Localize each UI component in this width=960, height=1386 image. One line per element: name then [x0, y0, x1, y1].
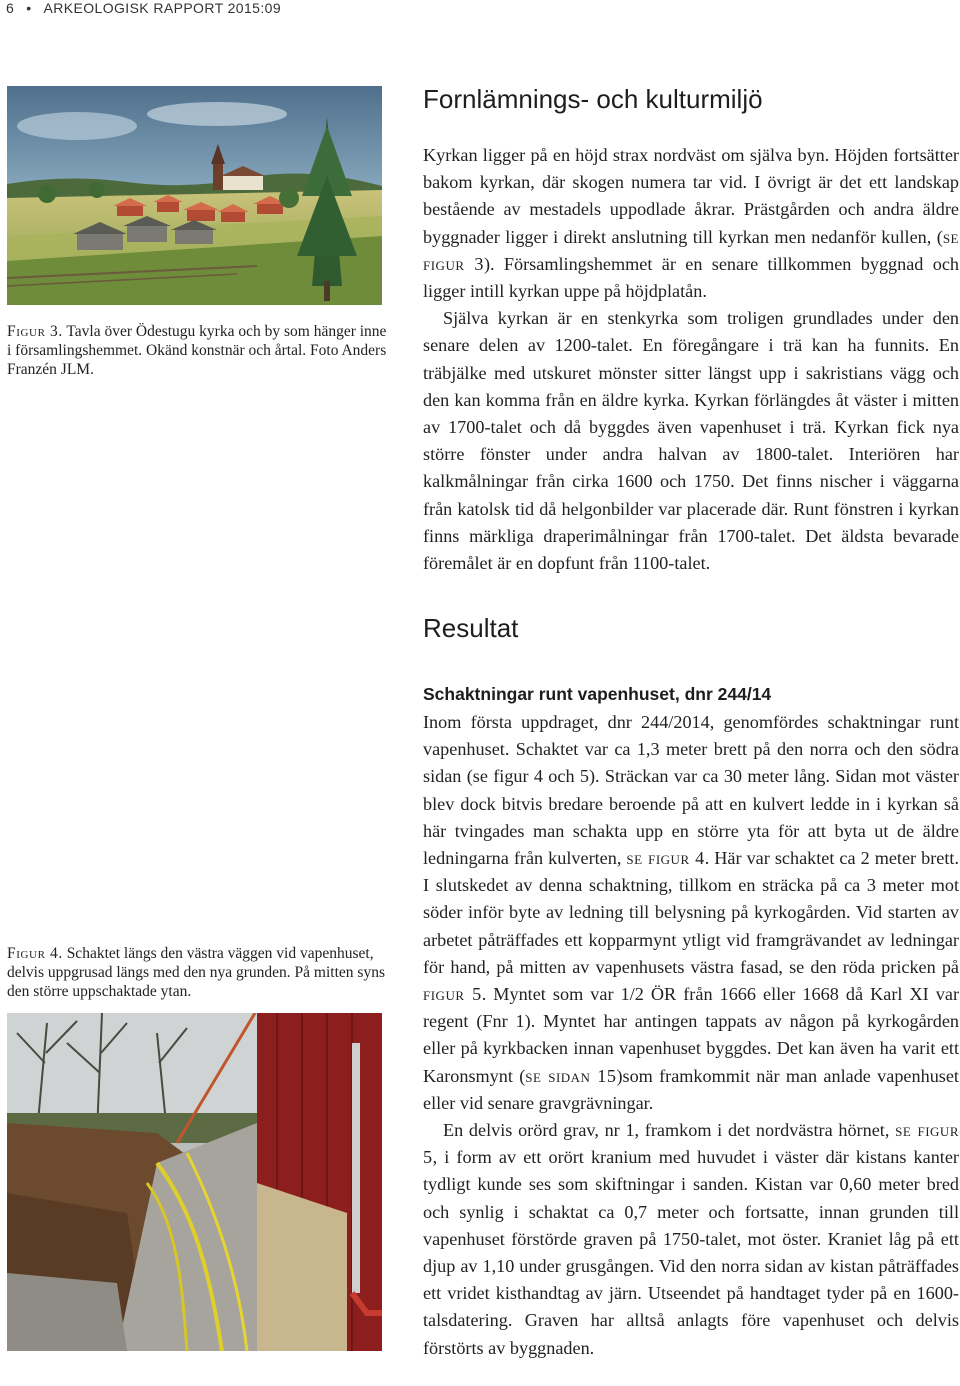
- figure-4-text: Schaktet längs den västra väggen vid vapenhuset, delvis uppgrusad längs med den nya grunden. På mitten syns den större uppschaktade ytan.: [7, 945, 385, 1000]
- text-run: , i form av ett orört kranium med huvudet i väster där kistans kanter tydligt kunde ses som skiftningar i sanden. Kistan var 0,60 meter bred och synlig i schaktat ca 0,7 meter och fortsatte, innan grunden till vapenhuset förstörde graven på 1750-talet, mot öster. Kraniet låg på ett djup av 1,10 under grusgången. Vid den norra sidan av kistan påträffades ett vridet kisthandtag av järn. Utseendet på handtaget tyder på en 1600-talsdatering. Graven har alltså anlagts före vapenhuset och delvis förstörts av byggnaden.: [423, 1147, 959, 1358]
- header-bullet: •: [26, 0, 32, 16]
- running-header: [6, 0, 281, 16]
- section2-body: [423, 709, 959, 1362]
- figure-3-caption: [7, 322, 387, 379]
- text-run: Inom första uppdraget, dnr 244/2014, genomfördes schaktningar runt vapenhuset. Schaktet var ca 1,3 meter brett på den norra och den södra sidan (se figur 4 och 5). Sträckan var ca 30 meter lång. Sidan mot väster blev dock bitvis bredare beroende på att en kulvert ledde in i kyrkan så här tvingades man schakta upp en större yta för att byta ut de äldre ledningarna från kulverten,: [423, 712, 959, 869]
- section1-paragraph-2: Själva kyrkan är en stenkyrka som troligen grundlades under den senare delen av 1200-talet. En föregångare i trä kan ha funnits. En träbjälke med utskuret mönster sitter längst upp i sakristians vägg och den kan komma från en äldre kyrka. Kyrkan förlängdes åt väster i mitten av 1700-talet och då byggdes även vapenhuset i trä. Kyrkan fick nya större fönster under andra halvan av 1800-talet. Interiören har kalkmålningar från cirka 1600 och 1750. Det finns nischer i väggarna från katolsk tid då helgonbilder var placerade där. Runt fönstren i kyrkan finns märkliga draperimålningar från 1700-talet. Det äldsta bevarade föremålet är en dopfunt från 1100-talet.: [423, 308, 959, 574]
- figure-reference: figur 5: [423, 984, 482, 1005]
- figure-4-caption: [7, 944, 392, 1001]
- text-run: En delvis orörd grav, nr 1, framkom i det nordvästra hörnet,: [443, 1120, 896, 1141]
- text-run: Kyrkan ligger på en höjd strax nordväst om själva byn. Höjden fortsätter bakom kyrkan, där skogen numera tar vid. I övrigt är det ett landskap bestående av mestadels uppodlade åkrar. Prästgården och andra äldre byggnader ligger i direkt anslutning till kyrkan men nedanför kullen, (: [423, 145, 959, 247]
- figure-4-photo: [7, 1013, 382, 1351]
- section1-paragraph-1: [423, 142, 959, 305]
- text-run: )som framkommit när man anlade vapenhuset eller vid senare gravgrävningar.: [423, 1065, 959, 1113]
- heading-fornlamnings: Fornlämnings- och kulturmiljö: [423, 84, 763, 114]
- figure-reference: se figur 4: [626, 848, 705, 869]
- text-run: . Här var schaktet ca 2 meter brett. I slutskedet av denna schaktning, tillkom en sträcka på ca 3 meter mot söder inför byte av ledning till belysning på kyrkogården. Vid starten av arbetet påträffades ett kopparmynt ytligt vid framgrävandet av ledningar för hand, på mitten av vapenhusets västra fasad, se den röda pricken på: [423, 848, 960, 977]
- section1-body: [423, 142, 959, 577]
- figure-4-label: Figur 4.: [7, 945, 63, 962]
- figure-reference: se figur 5: [423, 1120, 959, 1168]
- page-reference: se sidan 15: [525, 1065, 617, 1086]
- figure-3-painting: [7, 86, 382, 305]
- text-run: . Myntet som var 1/2 ÖR från 1666 eller 1668 då Karl XI var regent (Fnr 1). Myntet har antingen tappats av någon på kyrkogården eller på kyrkbacken innan vapenhuset byggdes. Det kan även ha varit ett Karonsmynt (: [423, 984, 959, 1086]
- text-run: ). Församlingshemmet är en senare tillkommen byggnad och ligger intill kyrkan uppe på höjdplatån.: [423, 253, 959, 302]
- figure-reference: se figur 3: [423, 226, 959, 274]
- subheading-schaktningar: Schaktningar runt vapenhuset, dnr 244/14: [423, 684, 772, 704]
- section2-paragraph-2: [423, 1117, 959, 1362]
- section2-paragraph-1: [423, 709, 959, 1117]
- figure-3-text: Tavla över Ödestugu kyrka och by som hänger inne i församlingshemmet. Okänd konstnär och årtal. Foto Anders Franzén JLM.: [7, 323, 387, 378]
- running-title: ARKEOLOGISK RAPPORT 2015:09: [43, 0, 282, 16]
- heading-resultat: Resultat: [423, 613, 519, 643]
- figure-3-label: Figur 3.: [7, 323, 63, 340]
- page-number: 6: [6, 0, 15, 16]
